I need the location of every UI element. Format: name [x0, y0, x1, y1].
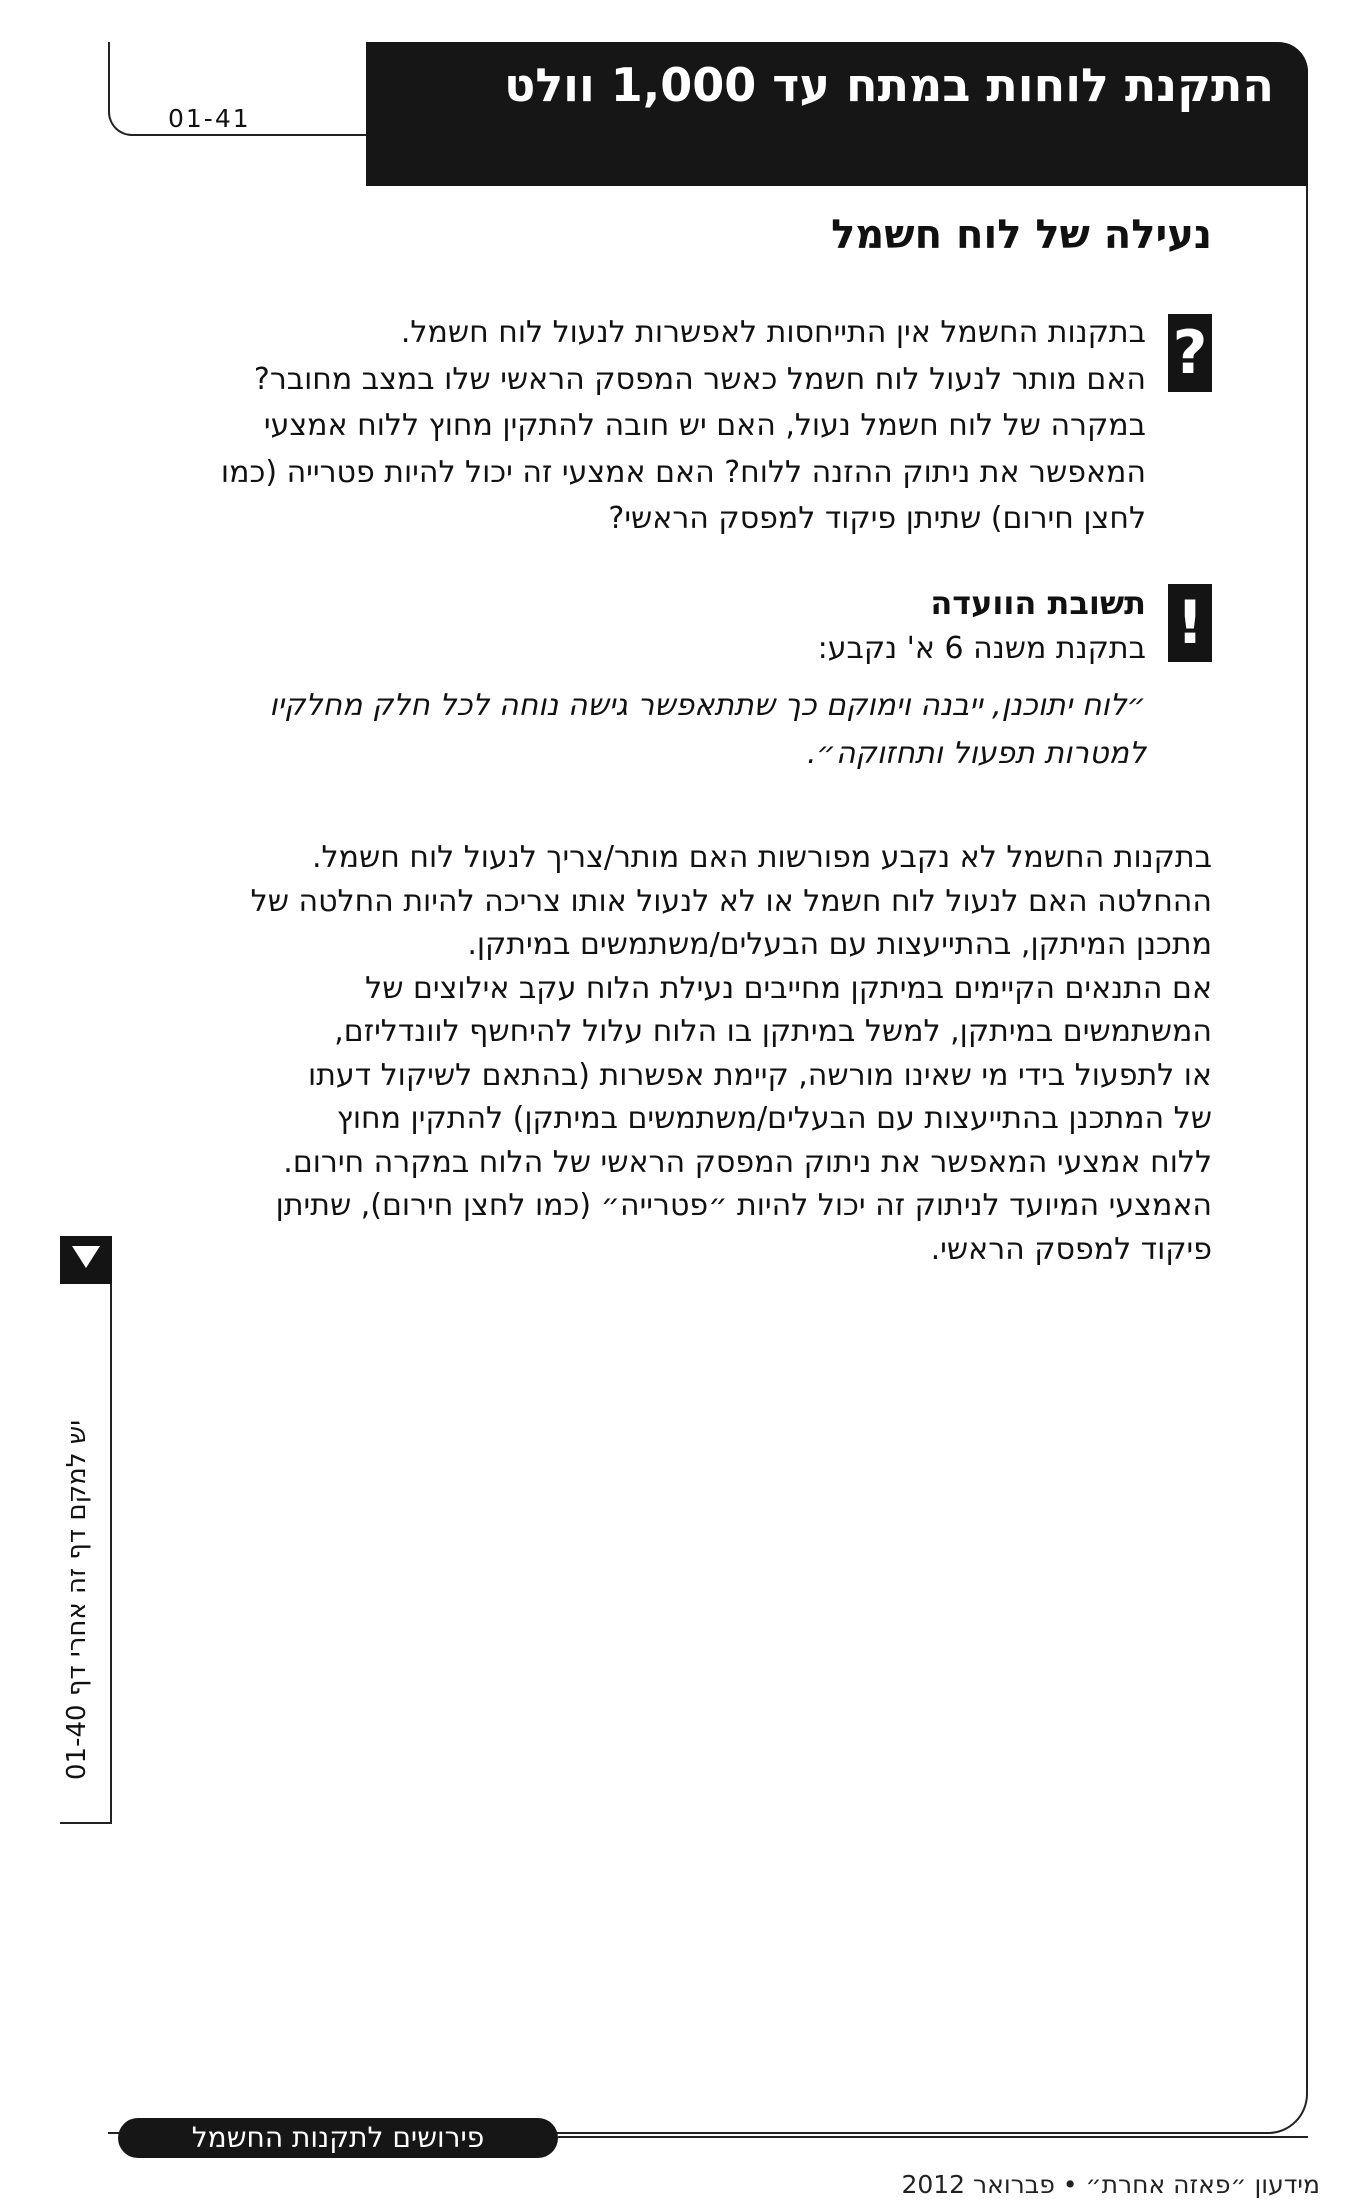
question-line: האם מותר לנעול לוח חשמל כאשר המפסק הראשי שלו במצב מחובר?	[253, 361, 1146, 397]
body-line: המשתמשים במיתקן, למשל במיתקן בו הלוח עלול להיחשף לוונדליזם,	[334, 1014, 1212, 1049]
question-line: בתקנות החשמל אין התייחסות לאפשרות לנעול לוח חשמל.	[400, 315, 1146, 350]
question-line: במקרה של לוח חשמל נעול, האם יש חובה להתקין מחוץ ללוח אמצעי	[263, 408, 1146, 443]
answer-heading: תשובת הוועדה	[930, 584, 1146, 622]
question-block	[162, 310, 1146, 543]
body-line: של המתכנן בהתייעצות עם הבעלים/משתמשים במיתקן) להתקין מחוץ	[336, 1101, 1212, 1136]
answer-intro: בתקנת משנה 6 א' נקבע:	[817, 631, 1146, 666]
exclamation-icon: !	[1168, 584, 1212, 662]
answer-quote	[162, 682, 1146, 778]
body-line: אם התנאים הקיימים במיתקן מחייבים נעילת הלוח עקב אילוצים של	[365, 970, 1212, 1006]
page-number: 01-41	[168, 104, 251, 133]
body-line: או לתפעול בידי מי שאינו מורשה, קיימת אפשרות (בהתאם לשיקול דעתו	[308, 1057, 1212, 1093]
page-title: התקנת לוחות במתח עד 1,000 וולט	[504, 58, 1274, 112]
side-tab-text: יש למקם דף זה אחרי דף 01-40	[62, 1419, 92, 1780]
body-line: פיקוד למפסק הראשי.	[930, 1231, 1212, 1267]
arrow-down-icon	[72, 1246, 100, 1268]
quote-line: ״לוח יתוכנן, ייבנה וימוקם כך שתתאפשר גישה נוחה לכל חלק מחלקיו	[269, 688, 1146, 723]
footer-credit: מידעון ״פאזה אחרת״ • פברואר 2012	[901, 2170, 1320, 2199]
footer-divider	[558, 2136, 1308, 2138]
question-mark-icon: ?	[1168, 314, 1212, 392]
body-text	[162, 836, 1212, 1271]
body-line: בתקנות החשמל לא נקבע מפורשות האם מותר/צריך לנעול לוח חשמל.	[312, 840, 1212, 875]
question-line: המאפשר את ניתוק ההזנה ללוח? האם אמצעי זה יכול להיות פטרייה (כמו	[220, 454, 1146, 490]
answer-block	[162, 580, 1146, 778]
question-line: לחצן חירום) שתיתן פיקוד למפסק הראשי?	[608, 501, 1146, 536]
body-line: ההחלטה האם לנעול לוח חשמל או לא לנעול אותו צריכה להיות החלטה של	[250, 883, 1212, 919]
body-line: האמצעי המיועד לניתוק זה יכול להיות ״פטרייה״ (כמו לחצן חירום), שתיתן	[275, 1188, 1212, 1223]
body-line: ללוח אמצעי המאפשר את ניתוק המפסק הראשי של הלוח במקרה חירום.	[283, 1144, 1212, 1180]
quote-line: למטרות תפעול ותחזוקה״.	[806, 736, 1146, 771]
title-banner	[366, 42, 1308, 186]
footer-title: פירושים לתקנות החשמל	[118, 2118, 558, 2158]
body-line: מתכנן המיתקן, בהתייעצות עם הבעלים/משתמשים במיתקן.	[467, 927, 1212, 962]
section-heading: נעילה של לוח חשמל	[831, 212, 1212, 258]
